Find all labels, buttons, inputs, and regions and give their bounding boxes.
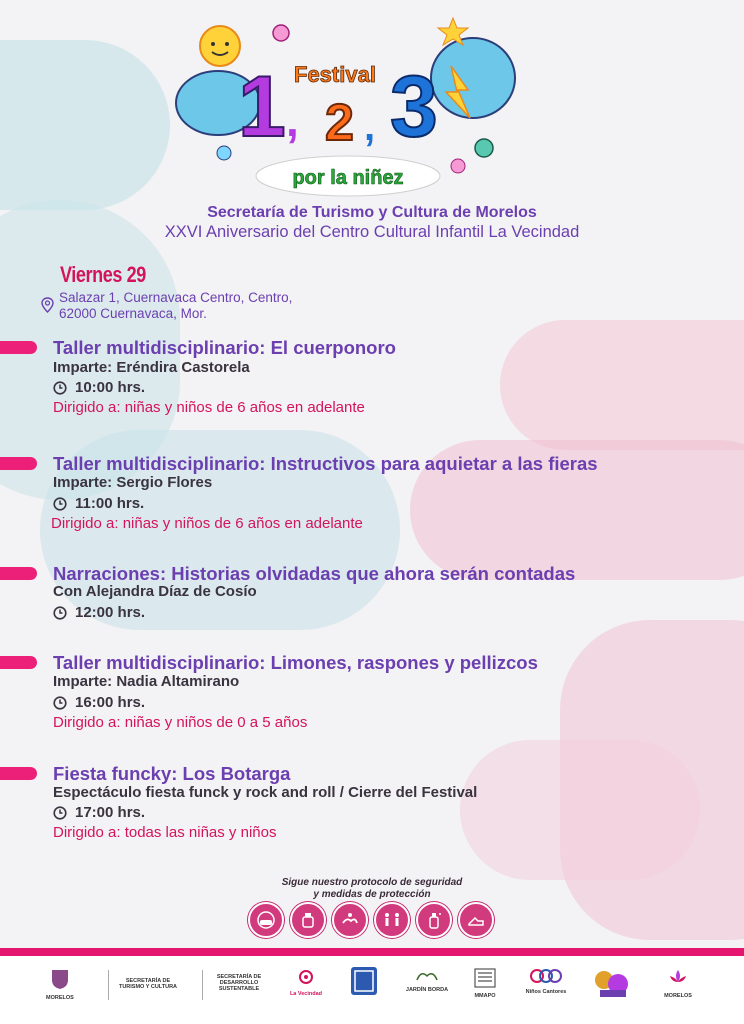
festival-logo bbox=[168, 8, 528, 198]
la-vecindad-logo bbox=[282, 968, 330, 997]
logo-text: SECRETARÍA DE TURISMO Y CULTURA bbox=[118, 978, 178, 990]
secretaria-desarrollo-logo bbox=[206, 974, 272, 992]
event-marker bbox=[0, 567, 37, 580]
event-time-row bbox=[53, 604, 145, 621]
org-subtitle: XXVI Aniversario del Centro Cultural Infantil La Vecindad bbox=[164, 223, 580, 241]
footer-band bbox=[0, 948, 744, 956]
event-audience: Dirigido a: todas las niñas y niños bbox=[53, 824, 277, 841]
day-label: Viernes 29 bbox=[60, 262, 146, 287]
clock-icon bbox=[53, 606, 67, 620]
logo-text: La Vecindad bbox=[289, 991, 323, 997]
decor-shape bbox=[500, 320, 744, 450]
clock-icon bbox=[53, 497, 67, 511]
decor-shape bbox=[460, 740, 700, 880]
logo-number-2: 2 bbox=[325, 94, 354, 152]
event-title: Taller multidisciplinario: Limones, raspones y pellizcos bbox=[53, 652, 538, 673]
event-marker bbox=[0, 767, 37, 780]
footer-logos bbox=[0, 956, 744, 1024]
logo-festival-word: Festival bbox=[294, 62, 376, 87]
event-time-row bbox=[53, 495, 144, 512]
org-title: Secretaría de Turismo y Cultura de Morelos bbox=[207, 204, 537, 221]
festival-mini-logo bbox=[592, 968, 632, 1003]
mmapo-logo bbox=[470, 968, 500, 999]
event-time: 16:00 hrs. bbox=[75, 694, 146, 711]
event-time-row bbox=[53, 694, 145, 711]
event-title: Taller multidisciplinario: Instructivos para aquietar a las fieras bbox=[53, 453, 598, 474]
event-audience: Dirigido a: niñas y niños de 6 años en adelante bbox=[51, 515, 363, 532]
social-distance-icon bbox=[374, 902, 410, 938]
event-audience: Dirigido a: niñas y niños de 6 años en adelante bbox=[53, 399, 365, 416]
protocol-notice bbox=[0, 877, 744, 901]
footer-divider bbox=[108, 970, 109, 1000]
decor-shape bbox=[0, 40, 170, 210]
clock-icon bbox=[53, 806, 67, 820]
hand-sanitizer-icon bbox=[290, 902, 326, 938]
protocol-icons bbox=[248, 902, 494, 938]
event-time: 10:00 hrs. bbox=[75, 379, 146, 396]
hand-wash-icon bbox=[332, 902, 368, 938]
event-host: Espectáculo fiesta funck y rock and roll / Cierre del Festival bbox=[53, 784, 478, 801]
svg-text:,: , bbox=[364, 105, 376, 149]
event-marker bbox=[0, 457, 37, 470]
logo-text: SECRETARÍA DE DESARROLLO SUSTENTABLE bbox=[216, 974, 262, 992]
address-line: 62000 Cuernavaca, Mor. bbox=[59, 306, 207, 321]
event-time: 12:00 hrs. bbox=[75, 604, 146, 621]
address bbox=[59, 290, 292, 322]
face-mask-icon bbox=[248, 902, 284, 938]
event-marker bbox=[0, 341, 37, 354]
event-time: 17:00 hrs. bbox=[75, 804, 146, 821]
event-title: Taller multidisciplinario: El cuerponoro bbox=[53, 337, 396, 358]
event-title: Fiesta funcky: Los Botarga bbox=[53, 763, 291, 784]
svg-text:,: , bbox=[286, 94, 299, 146]
ninos-cantores-logo bbox=[520, 968, 572, 995]
event-time-row bbox=[53, 379, 145, 396]
morelos-shield-logo bbox=[46, 968, 74, 1001]
jardin-borda-logo bbox=[404, 968, 450, 993]
event-title: Narraciones: Historias olvidadas que ahora serán contadas bbox=[53, 563, 576, 584]
event-time-row bbox=[53, 804, 145, 821]
footer-divider bbox=[202, 970, 203, 1000]
protocol-line: y medidas de protección bbox=[313, 889, 431, 900]
event-marker bbox=[0, 656, 37, 669]
shoe-sanitize-icon bbox=[458, 902, 494, 938]
event-host: Imparte: Eréndira Castorela bbox=[53, 359, 250, 376]
logo-tagline: por la niñez bbox=[292, 167, 404, 189]
logo-text: Niños Cantores bbox=[525, 989, 567, 995]
disinfectant-spray-icon bbox=[416, 902, 452, 938]
event-audience: Dirigido a: niñas y niños de 0 a 5 años bbox=[53, 714, 308, 731]
logo-number-1: 1 bbox=[238, 59, 286, 155]
logo-text: MORELOS bbox=[46, 995, 74, 1001]
morelos-flower-logo bbox=[660, 968, 696, 999]
event-host: Imparte: Nadia Altamirano bbox=[53, 673, 240, 690]
location-pin-icon bbox=[41, 297, 54, 313]
event-time: 11:00 hrs. bbox=[75, 495, 145, 512]
secretaria-turismo-logo bbox=[114, 978, 182, 990]
clock-icon bbox=[53, 696, 67, 710]
logo-text: MORELOS bbox=[664, 993, 692, 999]
clock-icon bbox=[53, 381, 67, 395]
ninos-festival-logo bbox=[350, 966, 378, 1001]
logo-number-3: 3 bbox=[390, 59, 438, 155]
address-line: Salazar 1, Cuernavaca Centro, Centro, bbox=[59, 290, 293, 305]
event-host: Con Alejandra Díaz de Cosío bbox=[53, 583, 257, 600]
logo-text: JARDÍN BORDA bbox=[405, 987, 449, 993]
logo-text: MMAPO bbox=[474, 993, 496, 999]
protocol-line: Sigue nuestro protocolo de seguridad bbox=[281, 877, 463, 888]
event-host: Imparte: Sergio Flores bbox=[53, 474, 213, 491]
